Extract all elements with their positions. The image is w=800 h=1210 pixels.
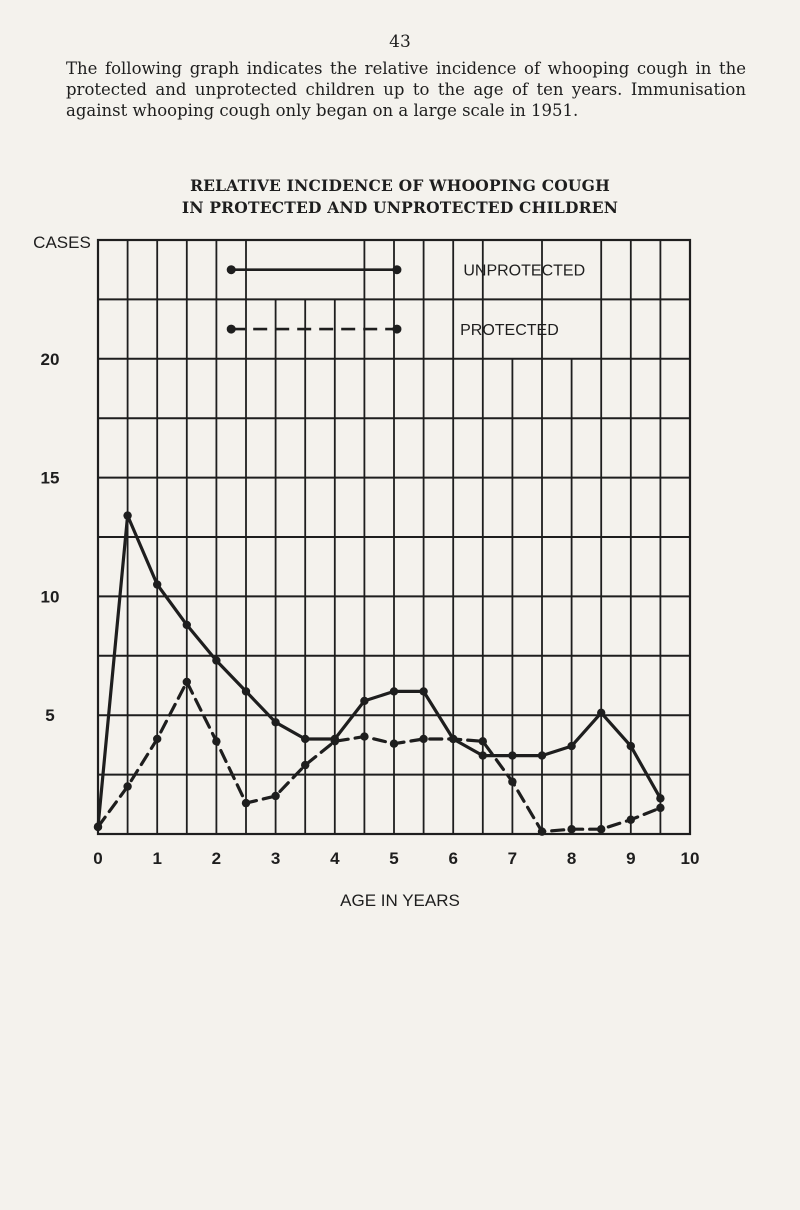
- data-point-protected: [449, 735, 457, 743]
- data-point-protected: [538, 827, 546, 835]
- data-point-protected: [301, 761, 309, 769]
- y-tick-label: 5: [45, 706, 55, 726]
- data-point-protected: [212, 737, 220, 745]
- x-axis-label: AGE IN YEARS: [340, 891, 460, 910]
- data-point-protected: [331, 737, 339, 745]
- data-point-unprotected: [390, 687, 398, 695]
- legend-marker-unprotected: [392, 265, 401, 274]
- x-tick-label: 2: [211, 849, 222, 868]
- y-tick-label: 20: [40, 349, 60, 369]
- data-point-protected: [360, 732, 368, 740]
- data-point-protected: [597, 825, 605, 833]
- data-point-unprotected: [419, 687, 427, 695]
- data-point-protected: [153, 735, 161, 743]
- x-tick-label: 9: [626, 849, 636, 868]
- legend-marker-protected: [392, 325, 401, 334]
- data-point-unprotected: [242, 687, 250, 695]
- page-number: 43: [389, 32, 411, 52]
- y-tick-label: 15: [40, 468, 60, 488]
- legend-label-unprotected: UNPROTECTED: [463, 262, 586, 280]
- data-point-unprotected: [183, 621, 191, 629]
- data-point-unprotected: [656, 794, 664, 802]
- data-point-protected: [627, 816, 635, 824]
- data-point-unprotected: [212, 656, 220, 664]
- data-point-protected: [123, 782, 131, 790]
- data-point-protected: [183, 678, 191, 686]
- legend-label-protected: PROTECTED: [460, 322, 559, 340]
- series-line-protected: [98, 682, 660, 832]
- data-point-protected: [508, 778, 516, 786]
- chart-title-line-2: IN PROTECTED AND UNPROTECTED CHILDREN: [181, 198, 619, 217]
- intro-paragraph: The following graph indicates the relative incidence of whooping cough in the protected and unprotected children up to the age of ten years. Immunisation against whooping cough only began on a large scale in 1951.: [66, 59, 746, 120]
- legend-marker-protected: [227, 325, 236, 334]
- data-point-unprotected: [567, 742, 575, 750]
- x-tick-label: 10: [680, 849, 700, 868]
- x-tick-label: 3: [270, 849, 281, 868]
- series-lines: [94, 511, 665, 835]
- data-point-protected: [419, 735, 427, 743]
- legend: [227, 263, 585, 339]
- data-point-protected: [567, 825, 575, 833]
- series-line-unprotected: [98, 516, 660, 827]
- x-tick-label: 8: [566, 849, 577, 868]
- data-point-unprotected: [627, 742, 635, 750]
- data-point-unprotected: [360, 697, 368, 705]
- data-point-protected: [479, 737, 487, 745]
- data-point-unprotected: [153, 580, 161, 588]
- x-tick-label: 6: [448, 849, 458, 868]
- y-tick-label: 10: [40, 587, 60, 607]
- data-point-unprotected: [301, 735, 309, 743]
- x-tick-label: 1: [152, 849, 162, 868]
- data-point-protected: [94, 823, 102, 831]
- x-tick-label: 0: [93, 849, 103, 868]
- data-point-protected: [271, 792, 279, 800]
- x-tick-label: 4: [330, 849, 340, 868]
- data-point-unprotected: [508, 751, 516, 759]
- data-point-unprotected: [271, 718, 279, 726]
- data-point-unprotected: [479, 751, 487, 759]
- x-tick-label: 7: [507, 849, 518, 868]
- data-point-protected: [242, 799, 250, 807]
- data-point-unprotected: [538, 751, 546, 759]
- y-axis-label: CASES: [33, 233, 91, 252]
- data-point-unprotected: [123, 511, 131, 519]
- x-tick-label: 5: [389, 849, 399, 868]
- legend-marker-unprotected: [227, 265, 236, 274]
- data-point-unprotected: [597, 709, 605, 717]
- data-point-protected: [656, 804, 664, 812]
- chart-title-line-1: RELATIVE INCIDENCE OF WHOOPING COUGH: [190, 176, 610, 195]
- data-point-protected: [390, 740, 398, 748]
